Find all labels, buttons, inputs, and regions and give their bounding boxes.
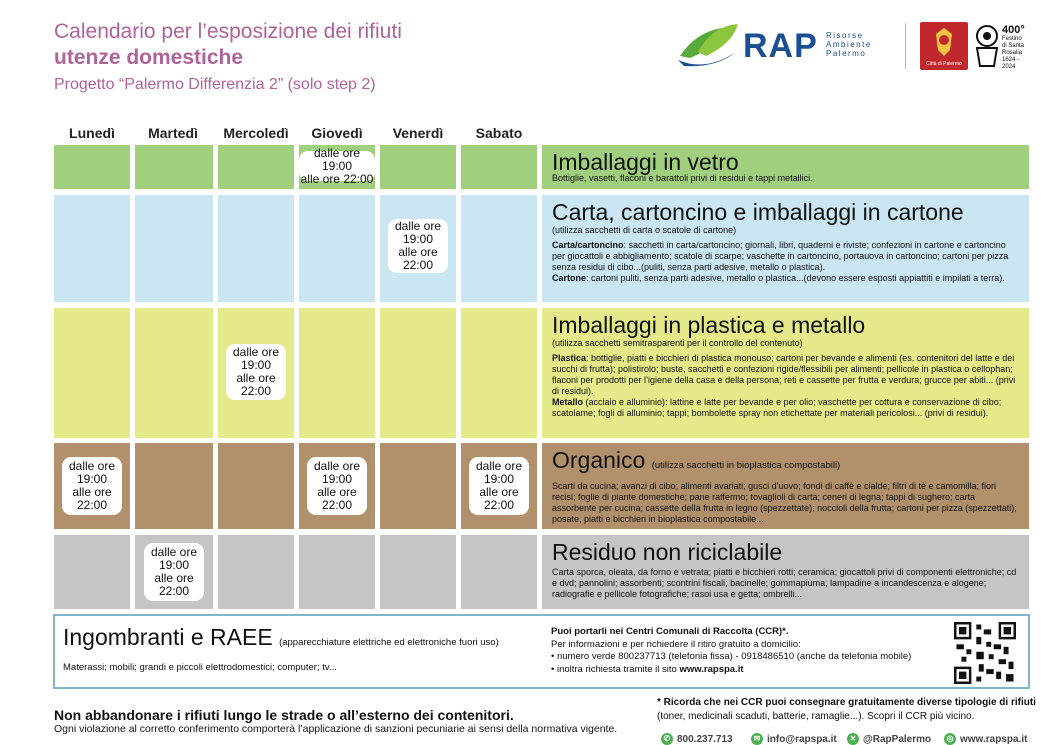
cell-vetro-monday [54, 145, 130, 189]
category-title: Carta, cartoncino e imballaggi in cartone [552, 199, 964, 225]
category-description: Carta sporca, oleata, da forno e vetrata; piatti e bicchieri rotti; ceramica; giocattoli privi di componenti elettroniche; cd e dvd; pannolini; assorbenti; scontrini fiscali; bacinelle; gommapiuma; lampadine a incandescenza e alogene; radiografie e pellicole fotografiche; rasoi usa e getta; ombrelli... [552, 567, 1017, 599]
cell-organico-monday [54, 443, 130, 529]
cell-residuo-monday [54, 535, 130, 609]
bulky-waste-box [53, 614, 1030, 689]
time-slot: dalle ore 19:00 alle ore 22:00 [144, 543, 204, 601]
warning-text: Ogni violazione al corretto conferimento comporterà l’applicazione di sanzioni pecuniarie ai sensi della normativa vigente. [54, 723, 618, 735]
category-title: Imballaggi in plastica e metallo [552, 312, 866, 338]
contact-social[interactable]: ✕ @RapPalermo [847, 733, 931, 745]
cell-organico-wednesday [218, 443, 294, 529]
website-link[interactable]: www.rapspa.it [679, 663, 744, 675]
cell-carta-tuesday [135, 195, 213, 302]
ccr-note-title: * Ricorda che nei CCR puoi consegnare gratuitamente diverse tipologie di rifiuti [657, 697, 1036, 708]
day-friday: Venerdì [392, 125, 444, 141]
cell-carta-thursday [299, 195, 375, 302]
category-carta [542, 195, 1029, 302]
category-subtitle: (utilizza sacchetti semitrasparenti per il controllo del contenuto) [552, 338, 803, 348]
cell-plastica-saturday [461, 308, 537, 438]
contact-email[interactable]: ✉ info@rapspa.it [751, 733, 837, 745]
time-slot: dalle ore 19:00 alle ore 22:00 [307, 457, 367, 515]
qr-code-icon[interactable] [954, 622, 1016, 684]
contact-phone[interactable]: ✆ 800.237.713 [661, 733, 733, 745]
cell-plastica-monday [54, 308, 130, 438]
logo-divider [905, 23, 906, 69]
category-plastica [542, 308, 1029, 438]
contact-website[interactable]: ◎ www.rapspa.it [944, 733, 1027, 745]
globe-icon: ◎ [944, 733, 956, 745]
cell-carta-saturday [461, 195, 537, 302]
day-saturday: Sabato [475, 125, 523, 141]
cell-residuo-saturday [461, 535, 537, 609]
day-thursday: Giovedì [311, 125, 363, 141]
day-tuesday: Martedì [148, 125, 198, 141]
category-vetro [542, 145, 1029, 189]
ccr-info: Puoi portarli nei Centri Comunali di Raccolta (CCR)*. Per informazioni e per richiedere il ritiro gratuito a domicilio: • numero verde 800237713 (telefonia fissa) - 0918486510 (anche da telefonia mobile) • inoltra richiesta tramite il sito www.rapspa.it [551, 626, 912, 675]
time-slot: dalle ore 19:00 alle ore 22:00 [226, 344, 286, 400]
cell-vetro-thursday [299, 145, 375, 189]
category-description: Scarti da cucina; avanzi di cibo; alimenti avariati; gusci d’uovo; fondi di caffè e cialde; filtri di tè e camomilla; fiori recisi; foglie di piante domestiche; pane raffermo; tovaglioli di carta; ceneri di legna; tappi di sughero; carta assorbente per cucina; cassette della frutta in legno (spezzettate); noccioli della frutta; cartoni per pizza (spezzettati); posate, piatti e bicchieri in bioplastica compostabile... [552, 481, 1017, 524]
warning-title: Non abbandonare i rifiuti lungo le strade o all’esterno dei contenitori. [54, 707, 514, 723]
category-subtitle: (utilizza sacchetti di carta o scatole di cartone) [552, 225, 737, 235]
cell-carta-wednesday [218, 195, 294, 302]
bulky-title: Ingombranti e RAEE (apparecchiature elettriche ed elettroniche fuori uso) [63, 624, 499, 650]
cell-organico-thursday [299, 443, 375, 529]
rap-leaf-icon [676, 22, 742, 70]
cell-vetro-tuesday [135, 145, 213, 189]
cell-plastica-thursday [299, 308, 375, 438]
time-slot: dalle ore 19:00 alle ore 22:00 [388, 219, 448, 273]
day-monday: Lunedì [69, 125, 115, 141]
city-of-palermo-logo: Città di Palermo [920, 22, 968, 70]
cell-organico-tuesday [135, 443, 213, 529]
cell-residuo-friday [380, 535, 456, 609]
category-description: Plastica: bottiglie, piatti e bicchieri di plastica monouso; cartoni per bevande e alimenti (es. contenitori del latte e dei succhi di frutta); polistirolo; buste, sacchetti e confezioni rigide/flessibili per alimenti; pellicole in plastica o cellophan; flaconi per prodotti per l’igiene della casa e della persona; reti e cassette per frutta e verdura; grucce per abiti... (privi di residui). Metallo (acciaio e alluminio): lattine e latte per bevande e per olio; vaschette per cottura e conservazione di cibo; scatolame; fogli di alluminio; tappi; bombolette spray non etichettate per materiali pericolosi... (privi di residui). [552, 353, 1016, 418]
page-title: Calendario per l’esposizione dei rifiuti [54, 20, 402, 43]
time-slot: dalle ore 19:00 alle ore 22:00 [62, 457, 122, 515]
page-subtitle: utenze domestiche [54, 46, 244, 69]
time-slot: dalle ore 19:00 alle ore 22:00 [300, 145, 374, 186]
festino-logo: 400° Festino di Santa Rosalia 1624 - 2024 [974, 22, 1030, 70]
rap-tagline: Risorse Ambiente Palermo [826, 31, 872, 58]
cell-plastica-friday [380, 308, 456, 438]
cell-residuo-wednesday [218, 535, 294, 609]
rap-name: RAP [743, 27, 818, 65]
cell-vetro-saturday [461, 145, 537, 189]
project-name: Progetto “Palermo Differenzia 2” (solo step 2) [54, 76, 376, 93]
cell-vetro-friday [380, 145, 456, 189]
cell-organico-saturday [461, 443, 537, 529]
santa-rosalia-icon [974, 22, 1000, 68]
category-title: Residuo non riciclabile [552, 539, 783, 565]
rap-logo [676, 22, 896, 70]
category-description: Carta/cartoncino: sacchetti in carta/cartoncino; giornali, libri, quaderni e riviste; confezioni in cartone e cartoncino per giocattoli e abbigliamento; scatole di scarpe; vaschette in cartoncino, portauova in cartoncino; cartoni per pizza senza residui di cibo...(puliti, senza parti adesive, metallo o plastica). Cartone: cartoni puliti, senza parti adesive, metallo o plastica...(devono essere esposti appiattiti e impilati a terra). [552, 240, 1009, 283]
cell-carta-monday [54, 195, 130, 302]
category-description: Bottiglie, vasetti, flaconi e barattoli privi di residui e tappi metallici. [552, 173, 813, 183]
day-wednesday: Mercoledì [223, 125, 289, 141]
cell-organico-friday [380, 443, 456, 529]
coat-of-arms-icon [920, 22, 968, 62]
cell-carta-friday [380, 195, 456, 302]
category-title: Imballaggi in vetro [552, 149, 739, 175]
category-title: Organico (utilizza sacchetti in bioplastica compostabili) [552, 447, 841, 473]
bulky-items: Materassi; mobili; grandi e piccoli elettrodomestici; computer; tv... [63, 662, 337, 673]
cell-residuo-thursday [299, 535, 375, 609]
ccr-note-text: (toner, medicinali scaduti, batterie, ramaglie...). Scopri il CCR più vicino. [657, 711, 975, 722]
cell-vetro-wednesday [218, 145, 294, 189]
category-residuo [542, 535, 1029, 609]
cell-plastica-wednesday [218, 308, 294, 438]
social-icon: ✕ [847, 733, 859, 745]
email-icon: ✉ [751, 733, 763, 745]
phone-icon: ✆ [661, 733, 673, 745]
cell-plastica-tuesday [135, 308, 213, 438]
category-organico [542, 443, 1029, 529]
time-slot: dalle ore 19:00 alle ore 22:00 [469, 457, 529, 515]
cell-residuo-tuesday [135, 535, 213, 609]
